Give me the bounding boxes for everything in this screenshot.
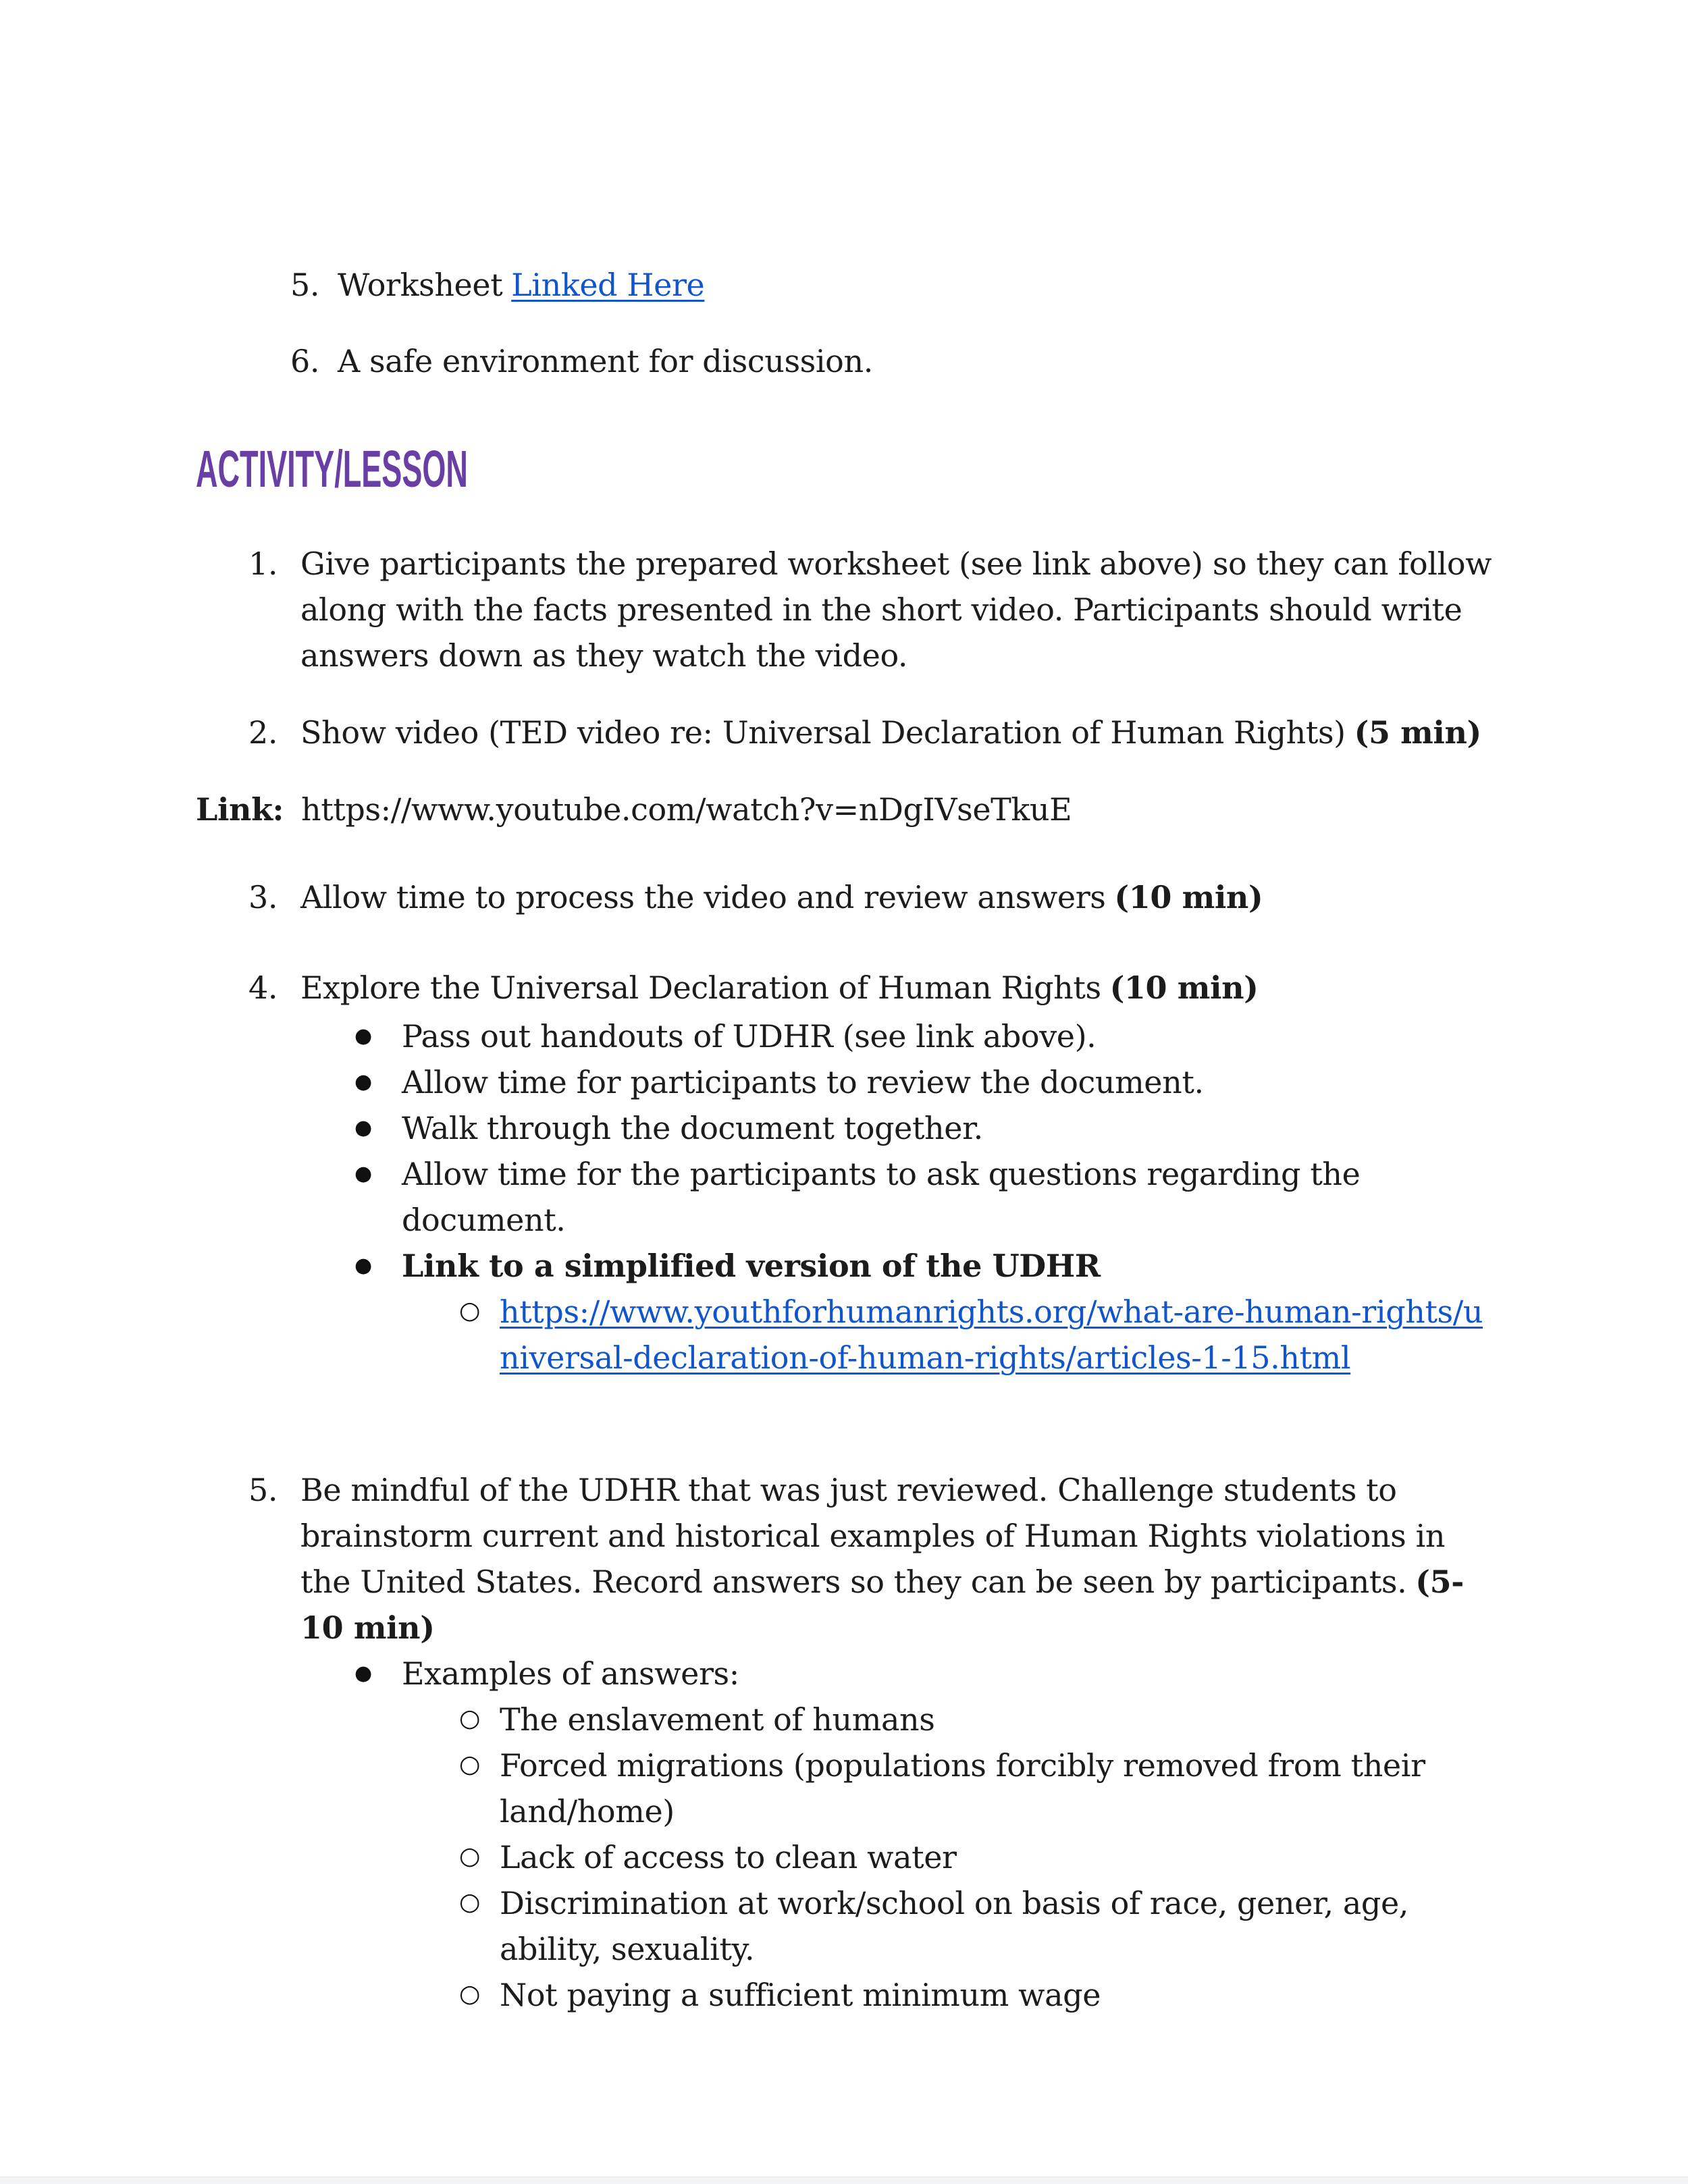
materials-item-6-label: A safe environment for discussion. (338, 343, 873, 379)
example-answer-text: Not paying a sufficient minimum wage (500, 1977, 1101, 2013)
bullet-dot-icon: ● (354, 1661, 372, 1685)
bullet-dot-icon: ● (354, 1070, 372, 1094)
bullet-item (196, 1289, 1492, 1381)
bullet-circle-icon: ○ (459, 1842, 481, 1870)
list-item-number: 3. (248, 879, 278, 915)
duration-badge: (5-10 min) (300, 1564, 1464, 1646)
bullet-dot-icon: ● (354, 1024, 372, 1048)
link-label: Link: (196, 791, 284, 828)
section-heading: ACTIVITY/LESSON (196, 440, 468, 498)
activity-item-2-body: Show video (TED video re: Universal Declaration of Human Rights) (300, 714, 1346, 751)
viewer-bottom-edge (0, 2177, 1688, 2184)
activity-item-5-body: Be mindful of the UDHR that was just reviewed. Challenge students to brainstorm current and historical examples of Human Rights violations in the United States. Record answers so they can be seen by participants. (300, 1472, 1446, 1600)
activity-item-4-body: Explore the Universal Declaration of Human Rights (300, 969, 1101, 1006)
activity-item-3-body: Allow time to process the video and review answers (300, 879, 1106, 915)
bullet-item (196, 1880, 1492, 1972)
bullet-item (196, 1243, 1492, 1289)
bullet-item (196, 1834, 1492, 1880)
bullet-item (196, 1742, 1492, 1834)
section-heading-wrap (196, 442, 1492, 496)
bullet-item-text: Walk through the document together. (402, 1110, 983, 1146)
video-link-line (196, 787, 1492, 832)
bullet-circle-icon: ○ (459, 1705, 481, 1732)
bullet-circle-icon: ○ (459, 1297, 481, 1325)
example-answer-text: The enslavement of humans (500, 1701, 935, 1738)
materials-item-text (338, 262, 1492, 308)
materials-item (196, 338, 1492, 384)
activity-item-1-text (300, 541, 1492, 678)
example-answer-text: Lack of access to clean water (500, 1839, 957, 1875)
explore-bullet-list (196, 1013, 1492, 1381)
bullet-dot-icon: ● (354, 1116, 372, 1140)
bullet-dot-icon: ● (354, 1162, 372, 1186)
udhr-simplified-link[interactable]: https://www.youthforhumanrights.org/what-are-human-rights/universal-declaration-of-human-rights/articles-1-15.html (500, 1294, 1483, 1376)
activity-item (196, 965, 1492, 1011)
duration-badge: (5 min) (1354, 714, 1481, 751)
list-item-number: 6. (290, 343, 320, 379)
activity-item (196, 1467, 1492, 1651)
list-item-number: 5. (248, 1472, 278, 1508)
bullet-item (196, 1697, 1492, 1742)
bullet-item-text: Pass out handouts of UDHR (see link above). (402, 1018, 1097, 1055)
bullet-circle-icon: ○ (459, 1751, 481, 1778)
bullet-item (196, 1651, 1492, 1697)
bullet-item (196, 1059, 1492, 1105)
bullet-item (196, 1151, 1492, 1243)
bullet-item (196, 1105, 1492, 1151)
example-answer-text: Forced migrations (populations forcibly removed from their land/home) (500, 1747, 1425, 1830)
brainstorm-bullet-list (196, 1651, 1492, 2018)
bullet-item (196, 1013, 1492, 1059)
activity-item (196, 874, 1492, 920)
activity-item-3-text (300, 874, 1492, 920)
activity-item-2-text (300, 710, 1492, 755)
worksheet-link[interactable]: Linked Here (511, 267, 705, 303)
list-item-number: 2. (248, 714, 278, 751)
activity-item (196, 541, 1492, 678)
simplified-udhr-heading: Link to a simplified version of the UDHR (402, 1248, 1101, 1284)
duration-badge: (10 min) (1114, 879, 1263, 915)
list-item-number: 4. (248, 969, 278, 1006)
duration-badge: (10 min) (1109, 969, 1259, 1006)
bullet-circle-icon: ○ (459, 1980, 481, 2008)
bullet-item-text: Allow time for the participants to ask questions regarding the document. (402, 1156, 1361, 1238)
example-answer-text: Discrimination at work/school on basis of race, gener, age, ability, sexuality. (500, 1885, 1409, 1967)
bullet-dot-icon: ● (354, 1254, 372, 1277)
materials-item-5-label: Worksheet (338, 267, 503, 303)
activity-item-5-text (300, 1467, 1492, 1651)
materials-item (196, 262, 1492, 308)
bullet-circle-icon: ○ (459, 1888, 481, 1916)
bullet-item-text: Allow time for participants to review the document. (402, 1064, 1204, 1100)
list-item-number: 1. (248, 545, 278, 582)
examples-lead-text: Examples of answers: (402, 1655, 739, 1692)
activity-item-1-body: Give participants the prepared worksheet (see link above) so they can follow along with the facts presented in the short video. Participants should write answers down as they watch the video. (300, 545, 1492, 674)
bullet-item (196, 1972, 1492, 2018)
document-content (196, 262, 1492, 2018)
list-item-number: 5. (290, 267, 320, 303)
youtube-url-text: https://www.youtube.com/watch?v=nDgIVseTkuE (301, 791, 1072, 828)
activity-item-4-text (300, 965, 1492, 1011)
activity-item (196, 710, 1492, 755)
